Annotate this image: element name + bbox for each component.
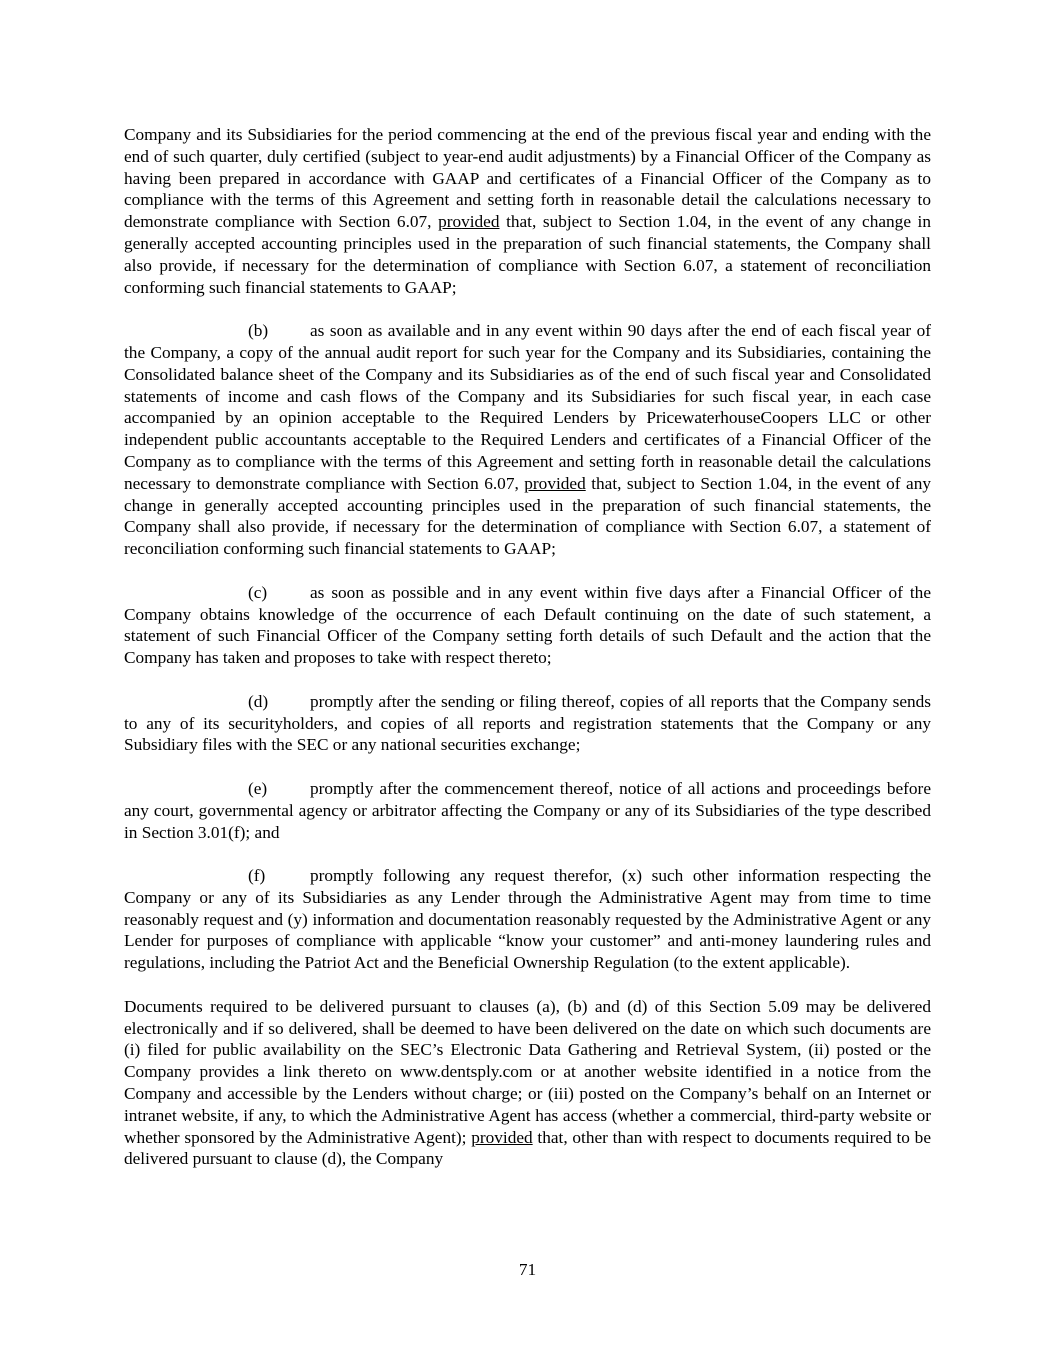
clause-text: that, subject to Section 1.04, in the event of any change in generally accepted accounting principles used in the preparation of such financial statements, the Company shall also provide, if necessary for the determination of compliance with Section 6.07, a statement of reconciliation conforming such financial statements to GAAP;: [124, 473, 931, 559]
paragraph-text: Company and its Subsidiaries for the period commencing at the end of the previous fiscal year and ending with the end of such quarter, duly certified (subject to year-end audit adjustments) by a Financial Officer of the Company as having been prepared in accordance with GAAP and certificates of a Financial Officer of the Company as to compliance with the terms of this Agreement and setting forth in reasonable detail the calculations necessary to demonstrate compliance with Section 6.07,: [124, 125, 931, 232]
clause-text: promptly following any request therefor, (x) such other information respecting the Company or any of its Subsidiaries as any Lender through the Administrative Agent may from time to time reasonably request and (y) information and documentation reasonably requested by the Administrative Agent or any Lender for purposes of compliance with applicable “know your customer” and anti-money laundering rules and regulations, including the Patriot Act and the Beneficial Ownership Regulation (to the extent applicable).: [124, 866, 931, 973]
clause-b: [124, 320, 931, 560]
clause-text: as soon as possible and in any event within five days after a Financial Officer of the Company obtains knowledge of the occurrence of each Default continuing on the date of such statement, a statement of such Financial Officer of the Company setting forth details of such Default and the action that the Company has taken and proposes to take with respect thereto;: [124, 582, 931, 668]
provided-underline: provided: [524, 473, 586, 493]
clause-label: (f): [248, 866, 266, 886]
clause-d: [124, 691, 931, 756]
provided-underline: provided: [471, 1127, 533, 1147]
clause-label: (c): [248, 582, 268, 602]
paragraph-text: Documents required to be delivered pursuant to clauses (a), (b) and (d) of this Section 5.09 may be delivered electronically and if so delivered, shall be deemed to have been delivered on the date on which such documents are (i) filed for public availability on the SEC’s Electronic Data Gathering and Retrieval System, (ii) posted or the Company provides a link thereto on www.dentsply.com or at another website identified in a notice from the Company and accessible by the Lenders without charge; or (iii) posted on the Company’s behalf on an Internet or intranet website, if any, to which the Administrative Agent has access (whether a commercial, third-party website or whether sponsored by the Administrative Agent);: [124, 996, 931, 1147]
paragraph-continuation: [124, 124, 931, 298]
paragraph-documents-delivery: [124, 996, 931, 1170]
clause-f: [124, 865, 931, 974]
clause-label: (d): [248, 691, 269, 711]
clause-c: [124, 582, 931, 669]
paragraph-text: that, other than with respect to documents required to be delivered pursuant to clause (d), the Company: [124, 1127, 931, 1169]
paragraph-text: that, subject to Section 1.04, in the event of any change in generally accepted accounting principles used in the preparation of such financial statements, the Company shall also provide, if necessary for the determination of compliance with Section 6.07, a statement of reconciliation conforming such financial statements to GAAP;: [124, 212, 931, 297]
document-page: [124, 124, 931, 1192]
page-number: 71: [518, 1260, 537, 1279]
clause-text: as soon as available and in any event within 90 days after the end of each fiscal year of the Company, a copy of the annual audit report for such year for the Company and its Subsidiaries, containing the Consolidated balance sheet of the Company and its Subsidiaries as of the end of such fiscal year and Consolidated statements of income and cash flows of the Company and its Subsidiaries for such fiscal year, in each case accompanied by an opinion acceptable to the Required Lenders by PricewaterhouseCoopers LLC or other independent public accountants acceptable to the Required Lenders and certificates of a Financial Officer of the Company as to compliance with the terms of this Agreement and setting forth in reasonable detail the calculations necessary to demonstrate compliance with Section 6.07,: [124, 321, 931, 493]
clause-label: (b): [248, 321, 269, 341]
clause-e: [124, 778, 931, 843]
clause-text: promptly after the commencement thereof, notice of all actions and proceedings before any court, governmental agency or arbitrator affecting the Company or any of its Subsidiaries of the type described in Section 3.01(f); and: [124, 778, 931, 842]
clause-text: promptly after the sending or filing thereof, copies of all reports that the Company sends to any of its securityholders, and copies of all reports and registration statements that the Company or any Subsidiary files with the SEC or any national securities exchange;: [124, 691, 931, 755]
provided-underline: provided: [438, 212, 500, 232]
clause-label: (e): [248, 778, 268, 798]
